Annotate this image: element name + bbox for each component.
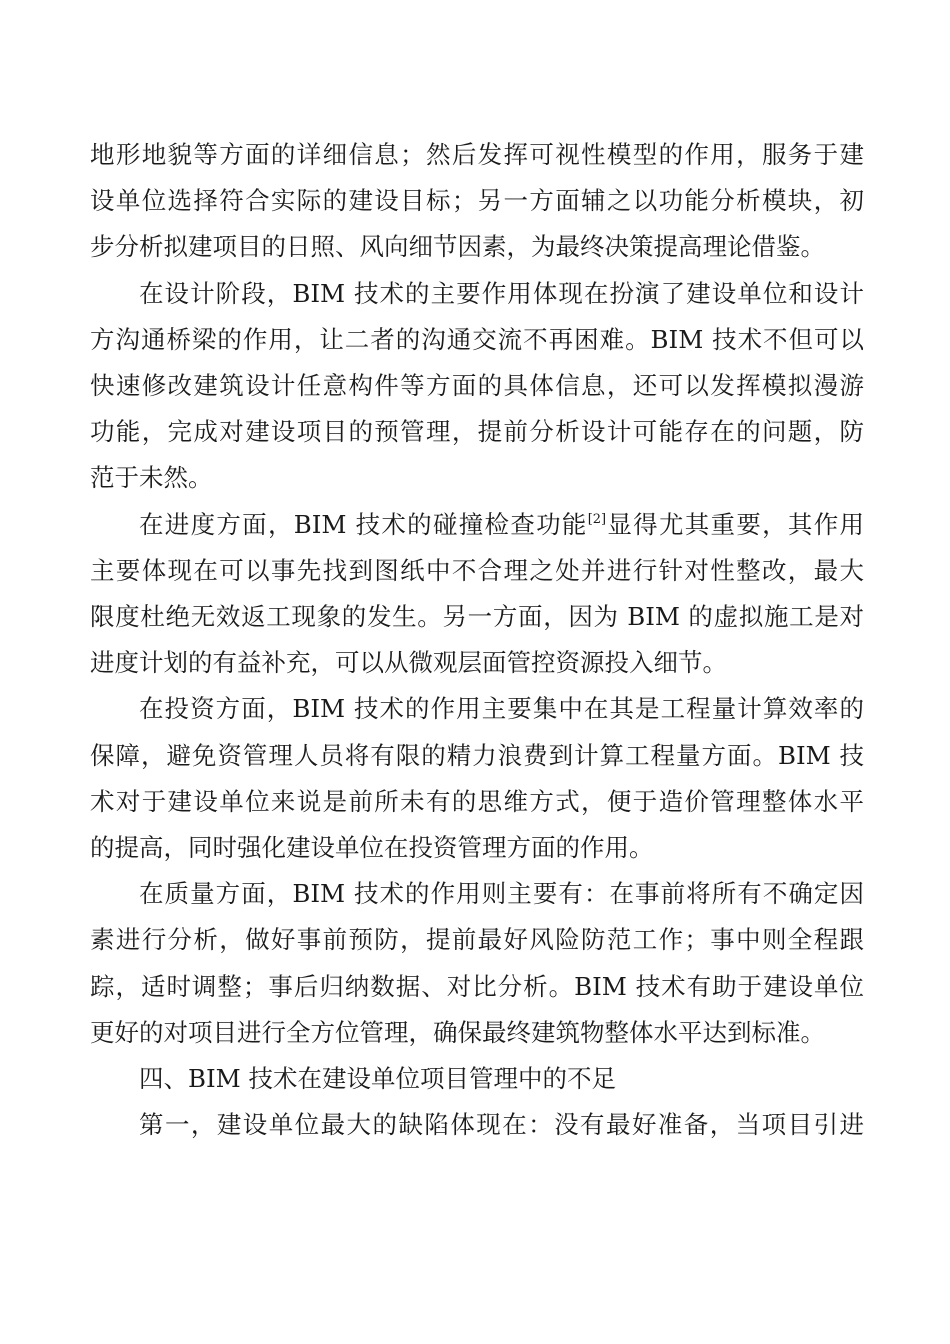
text-line: 限度杜绝无效返工现象的发生。另一方面，因为 BIM 的虚拟施工是对 (90, 602, 864, 632)
citation-marker: [2] (587, 511, 607, 527)
text-line: 在质量方面，BIM 技术的作用则主要有：在事前将所有不确定因 (139, 879, 864, 909)
paragraph (90, 271, 864, 502)
paragraph (90, 871, 864, 1056)
text-line: 第一，建设单位最大的缺陷体现在：没有最好准备，当项目引进 (139, 1110, 864, 1140)
text-line: 步分析拟建项目的日照、风向细节因素，为最终决策提高理论借鉴。 (90, 232, 825, 262)
text-line: 快速修改建筑设计任意构件等方面的具体信息，还可以发挥模拟漫游 (90, 371, 864, 401)
paragraph (90, 132, 864, 271)
text-line (90, 502, 864, 548)
text-line: 在投资方面，BIM 技术的作用主要集中在其是工程量计算效率的 (139, 694, 864, 724)
paragraph (90, 1102, 864, 1148)
text-line: 的提高，同时强化建设单位在投资管理方面的作用。 (90, 833, 654, 863)
text-line: 地形地貌等方面的详细信息；然后发挥可视性模型的作用，服务于建 (90, 140, 864, 169)
text-run: 在进度方面，BIM 技术的碰撞检查功能 (139, 509, 588, 539)
text-line: 设单位选择符合实际的建设目标；另一方面辅之以功能分析模块，初 (90, 186, 864, 216)
paragraph (90, 686, 864, 871)
text-line: 术对于建设单位来说是前所未有的思维方式，便于造价管理整体水平 (90, 786, 864, 816)
text-run: 显得尤其重要，其作用 (606, 509, 864, 539)
paragraph (90, 502, 864, 687)
text-line: 主要体现在可以事先找到图纸中不合理之处并进行针对性整改，最大 (90, 555, 864, 585)
text-line: 进度计划的有益补充，可以从微观层面管控资源投入细节。 (90, 648, 727, 678)
section-heading (90, 1056, 864, 1102)
text-line: 方沟通桥梁的作用，让二者的沟通交流不再困难。BIM 技术不但可以 (90, 324, 864, 354)
text-line: 在设计阶段，BIM 技术的主要作用体现在扮演了建设单位和设计 (139, 278, 864, 308)
text-line: 更好的对项目进行全方位管理，确保最终建筑物整体水平达到标准。 (90, 1017, 825, 1047)
text-line: 四、BIM 技术在建设单位项目管理中的不足 (139, 1064, 617, 1094)
body-text (90, 132, 864, 1148)
text-line: 素进行分析，做好事前预防，提前最好风险防范工作；事中则全程跟 (90, 925, 864, 955)
text-line: 踪，适时调整；事后归纳数据、对比分析。BIM 技术有助于建设单位 (90, 971, 864, 1001)
text-line: 范于未然。 (90, 463, 213, 493)
text-line: 功能，完成对建设项目的预管理，提前分析设计可能存在的问题，防 (90, 417, 864, 447)
text-line: 保障，避免资管理人员将有限的精力浪费到计算工程量方面。BIM 技 (90, 740, 864, 770)
